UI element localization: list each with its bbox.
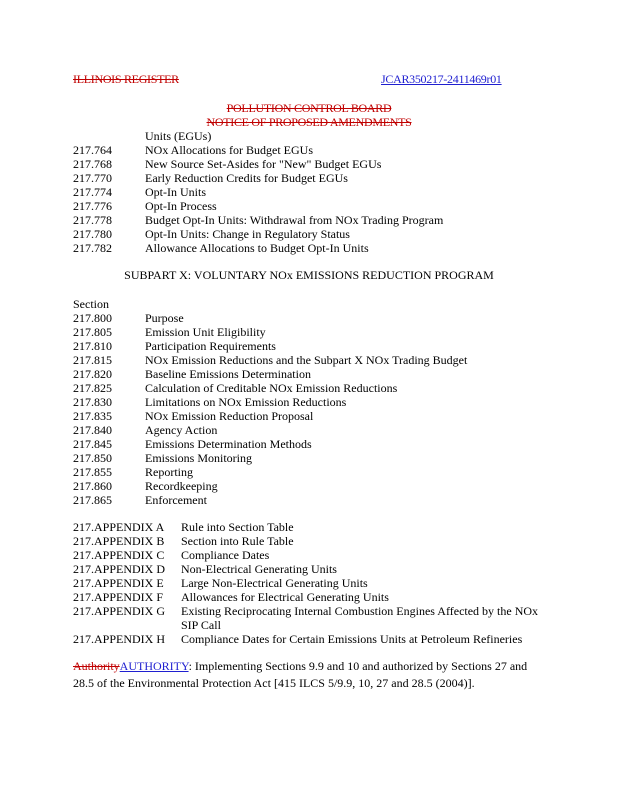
appendix-number: 217.APPENDIX G [73, 604, 166, 618]
appendix-title: Existing Reciprocating Internal Combustion Engines Affected by the NOx [181, 604, 539, 618]
section-title: Early Reduction Credits for Budget EGUs [145, 171, 348, 185]
section-number: 217.860 [73, 479, 112, 493]
section-number: 217.865 [73, 493, 112, 507]
section-title: Emission Unit Eligibility [145, 325, 266, 339]
section-title: NOx Emission Reduction Proposal [145, 409, 314, 423]
appendix-title: Compliance Dates for Certain Emissions Units at Petroleum Refineries [181, 632, 523, 646]
section-number: 217.830 [73, 395, 112, 409]
appendix-number: 217.APPENDIX D [73, 562, 166, 576]
appendix-title: Section into Rule Table [181, 534, 294, 548]
section-title: Recordkeeping [145, 479, 218, 493]
section-title: Emissions Determination Methods [145, 437, 312, 451]
notice-heading: NOTICE OF PROPOSED AMENDMENTS [206, 115, 412, 129]
section-title: NOx Emission Reductions and the Subpart X NOx Trading Budget [145, 353, 468, 367]
section-title: Opt-In Process [145, 199, 217, 213]
section-number: 217.825 [73, 381, 112, 395]
section-label: Section [73, 297, 109, 311]
appendix-number: 217.APPENDIX H [73, 632, 166, 646]
board-heading: POLLUTION CONTROL BOARD [226, 101, 392, 115]
section-title: Opt-In Units [145, 185, 206, 199]
section-title: Calculation of Creditable NOx Emission Reductions [145, 381, 398, 395]
section-number: 217.810 [73, 339, 112, 353]
section-title: Opt-In Units: Change in Regulatory Status [145, 227, 350, 241]
subpart-heading: SUBPART X: VOLUNTARY NOx EMISSIONS REDUCTION PROGRAM [124, 268, 494, 282]
section-number: 217.764 [73, 143, 112, 157]
section-title: Limitations on NOx Emission Reductions [145, 395, 347, 409]
appendix-title: Allowances for Electrical Generating Units [181, 590, 389, 604]
section-number: 217.815 [73, 353, 112, 367]
appendix-title: Compliance Dates [181, 548, 270, 562]
authority-inserted-text[interactable]: AUTHORITY [119, 659, 189, 673]
section-number: 217.800 [73, 311, 112, 325]
register-header: ILLINOIS REGISTER [73, 72, 179, 86]
section-title: Participation Requirements [145, 339, 276, 353]
section-number: 217.776 [73, 199, 112, 213]
appendix-title: Non-Electrical Generating Units [181, 562, 337, 576]
appendix-number: 217.APPENDIX A [73, 520, 165, 534]
section-number: 217.778 [73, 213, 112, 227]
appendix-title: Rule into Section Table [181, 520, 294, 534]
jcar-code-link[interactable]: JCAR350217-2411469r01 [381, 72, 502, 86]
section-title: Enforcement [145, 493, 207, 507]
section-number: 217.770 [73, 171, 112, 185]
section-title: Reporting [145, 465, 193, 479]
appendix-number: 217.APPENDIX F [73, 590, 164, 604]
section-title: NOx Allocations for Budget EGUs [145, 143, 313, 157]
section-title: Budget Opt-In Units: Withdrawal from NOx Trading Program [145, 213, 444, 227]
section-number: 217.840 [73, 423, 112, 437]
authority-text: : Implementing Sections 9.9 and 10 and authorized by Sections 27 and [188, 659, 528, 673]
section-number: 217.855 [73, 465, 112, 479]
section-title: Agency Action [145, 423, 218, 437]
appendix-number: 217.APPENDIX C [73, 548, 165, 562]
appendix-number: 217.APPENDIX B [73, 534, 165, 548]
section-number: 217.805 [73, 325, 112, 339]
section-number: 217.780 [73, 227, 112, 241]
section-number: 217.850 [73, 451, 112, 465]
section-number: 217.845 [73, 437, 112, 451]
section-title: Allowance Allocations to Budget Opt-In Units [145, 241, 369, 255]
appendix-number: 217.APPENDIX E [73, 576, 164, 590]
section-title: Baseline Emissions Determination [145, 367, 311, 381]
authority-struck-text: Authority [73, 659, 120, 673]
appendix-title: Large Non-Electrical Generating Units [181, 576, 368, 590]
section-number: 217.774 [73, 185, 112, 199]
appendix-title-continued: SIP Call [181, 618, 221, 632]
authority-text-cont: 28.5 of the Environmental Protection Act [415 ILCS 5/9.9, 10, 27 and 28.5 (2004)]. [73, 676, 475, 690]
section-number: 217.782 [73, 241, 112, 255]
section-title: Purpose [145, 311, 184, 325]
authority-note [73, 658, 553, 692]
section-title: New Source Set-Asides for "New" Budget EGUs [145, 157, 382, 171]
section-number: 217.768 [73, 157, 112, 171]
section-title: Emissions Monitoring [145, 451, 253, 465]
section-number: 217.835 [73, 409, 112, 423]
section-number: 217.820 [73, 367, 112, 381]
continued-title: Units (EGUs) [145, 129, 212, 143]
